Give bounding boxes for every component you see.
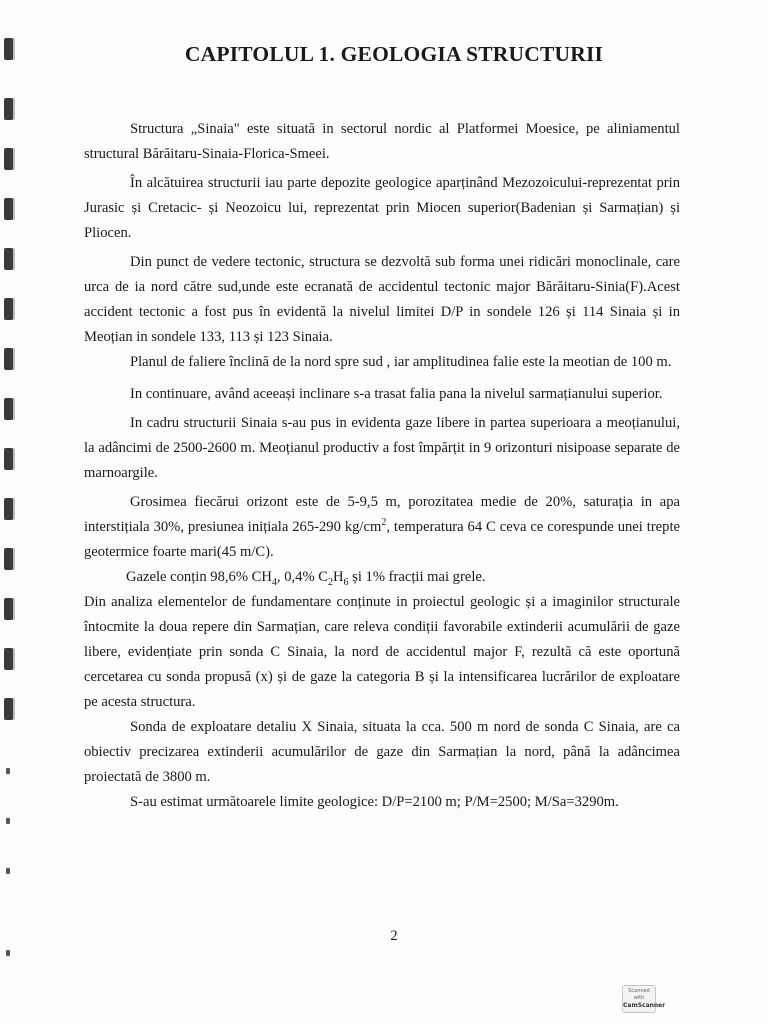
paragraph: In continuare, având aceeași inclinare s-a trasat falia pana la nivelul sarmațianului superior. xyxy=(130,386,663,402)
subscript: 6 xyxy=(343,576,349,588)
paragraph: Structura „Sinaia" este situată in sectorul nordic al Platformei Moesice, pe aliniamentul structural Bărăitaru-Sinaia-Florica-Smeei. xyxy=(84,121,680,162)
paragraph: Sonda de exploatare detaliu X Sinaia, situata la cca. 500 m nord de sonda C Sinaia, are ca obiectiv precizarea extinderii acumulărilor de gaze din Sarmațian la nord, până la adâncimea proiectată de 3800 m. xyxy=(84,719,680,785)
subscript: 4 xyxy=(271,576,277,588)
paragraph: Din analiza elementelor de fundamentare conținute in proiectul geologic și a imaginilor structurale întocmite la doua repere din Sarmațian, care releva condiții favorabile extinderii acumulării de gaze libere, evidențiate prin sonda C Sinaia, la nord de accidentul major F, rezultă că este oportună cercetarea cu sonda propusă (x) și de gaze la categoria B și la intensificarea lucrărilor de exploatare pe acesta structura. xyxy=(84,594,680,710)
binding-edge xyxy=(0,0,22,1024)
paragraph xyxy=(84,565,680,590)
watermark-line: Scanned with xyxy=(628,988,650,1001)
paragraph: Planul de faliere înclină de la nord spre sud , iar amplitudinea falie este la meotian de 100 m. xyxy=(130,354,672,370)
paragraph-text: și 1% fracții mai grele. xyxy=(348,569,486,585)
superscript: 2 xyxy=(381,517,387,529)
paragraph: In cadru structurii Sinaia s-au pus in evidenta gaze libere in partea superioara a meoțianului, la adâncimi de 2500-2600 m. Meoțianul productiv a fost împărțit in 9 orizonturi nisipoase separate de marnoargile. xyxy=(84,415,680,481)
paragraph-text: Grosimea fiecărui orizont este de 5-9,5 m, porozitatea medie de 20%, saturația in apa interstițiala 30%, presiunea inițiala 265-290 kg/cm xyxy=(84,494,680,535)
paragraph-text: H xyxy=(332,569,344,585)
watermark-brand: CamScanner xyxy=(623,1002,666,1009)
document-body xyxy=(84,117,680,815)
paragraph xyxy=(84,490,680,565)
paragraph: În alcătuirea structurii iau parte depozite geologice aparținând Mezozoicului-reprezentat prin Jurasic și Cretacic- și Neozoicu lui, reprezentat prin Miocen superior(Badenian și Sarmațian) și Pliocen. xyxy=(84,175,680,241)
paragraph-text: , 0,4% C xyxy=(276,569,328,585)
page-number: 2 xyxy=(390,928,398,944)
scanner-watermark xyxy=(622,985,666,1013)
paragraph-text: , temperatura 64 C ceva ce corespunde unei trepte geotermice foarte mari(45 m/C). xyxy=(84,519,680,560)
page-title: CAPITOLUL 1. GEOLOGIA STRUCTURII xyxy=(184,42,604,66)
paragraph-text: Gazele conțin 98,6% CH xyxy=(126,569,272,585)
paragraph: S-au estimat următoarele limite geologice: D/P=2100 m; P/M=2500; M/Sa=3290m. xyxy=(130,794,619,810)
paragraph: Din punct de vedere tectonic, structura se dezvoltă sub forma unei ridicări monoclinale, care urca de ia nord către sud,unde este ecranată de accidentul tectonic major Bărăitaru-Sinia(F).Acest accident tectonic a fost pus în evidentă la nivelul limitei D/P in sondele 126 și 114 Sinaia și in Meoțian in sondele 133, 113 și 123 Sinaia. xyxy=(84,254,680,345)
subscript: 2 xyxy=(327,576,333,588)
